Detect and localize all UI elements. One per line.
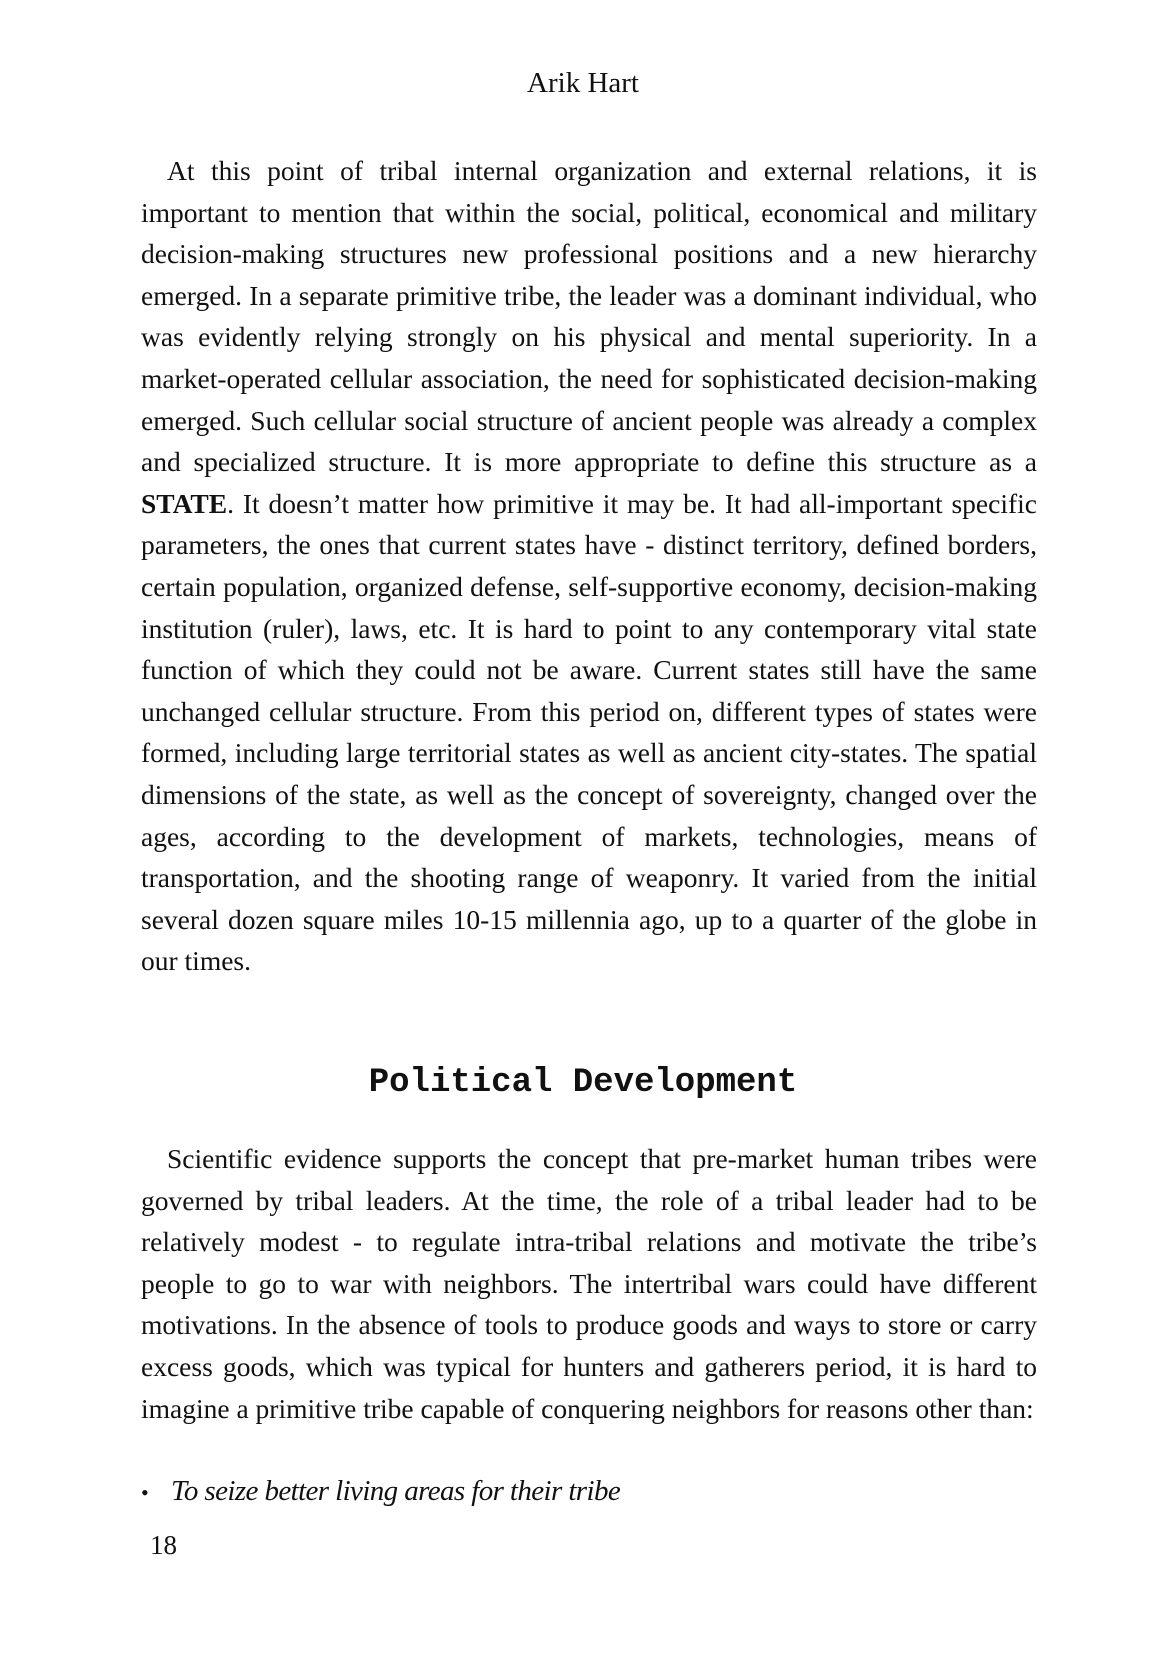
paragraph-1-bold-term: STATE: [141, 487, 228, 519]
paragraph-1-text-end: . It doesn’t matter how primitive it may be. It had all-important specific parameters, the ones that current states have - distinct territory, defined borders, certain population, organized defense, self-supportive economy, decision-making institution (ruler), laws, etc. It is hard to point to any contemporary vital state function of which they could not be aware. Current states still have the same unchanged cellular structure. From this period on, different types of states were formed, including large territorial states as well as ancient city-states. The spatial dimensions of the state, as well as the concept of sovereignty, changed over the ages, according to the development of markets, technologies, means of transportation, and the shooting range of weaponry. It varied from the initial several dozen square miles 10-15 millennia ago, up to a quarter of the globe in our times.: [141, 487, 1037, 977]
body-paragraph-1: [141, 150, 1037, 982]
bullet-marker: •: [141, 1480, 149, 1505]
bullet-text: To seize better living areas for their tribe: [171, 1475, 621, 1507]
running-header-author: Arik Hart: [527, 67, 639, 99]
bullet-list: [141, 1471, 1037, 1513]
page-number: 18: [150, 1530, 177, 1560]
section-heading: Political Development: [368, 1064, 798, 1102]
bullet-item: [141, 1471, 1037, 1513]
body-paragraph-2: Scientific evidence supports the concept that pre-market human tribes were governed by tribal leaders. At the time, the role of a tribal leader had to be relatively modest - to regulate intra-tribal relations and motivate the tribe’s people to go to war with neighbors. The intertribal wars could have different motivations. In the absence of tools to produce goods and ways to store or carry excess goods, which was typical for hunters and gatherers period, it is hard to imagine a primitive tribe capable of conquering neighbors for reasons other than:: [141, 1143, 1037, 1424]
paragraph-1-text-start: At this point of tribal internal organization and external relations, it is important to mention that within the social, political, economical and military decision-making structures new professional positions and a new hierarchy emerged. In a separate primitive tribe, the leader was a dominant individual, who was evidently relying strongly on his physical and mental superiority. In a market-operated cellular association, the need for sophisticated decision-making emerged. Such cellular social structure of ancient people was already a complex and specialized structure. It is more appropriate to define this structure as a: [141, 155, 1037, 478]
